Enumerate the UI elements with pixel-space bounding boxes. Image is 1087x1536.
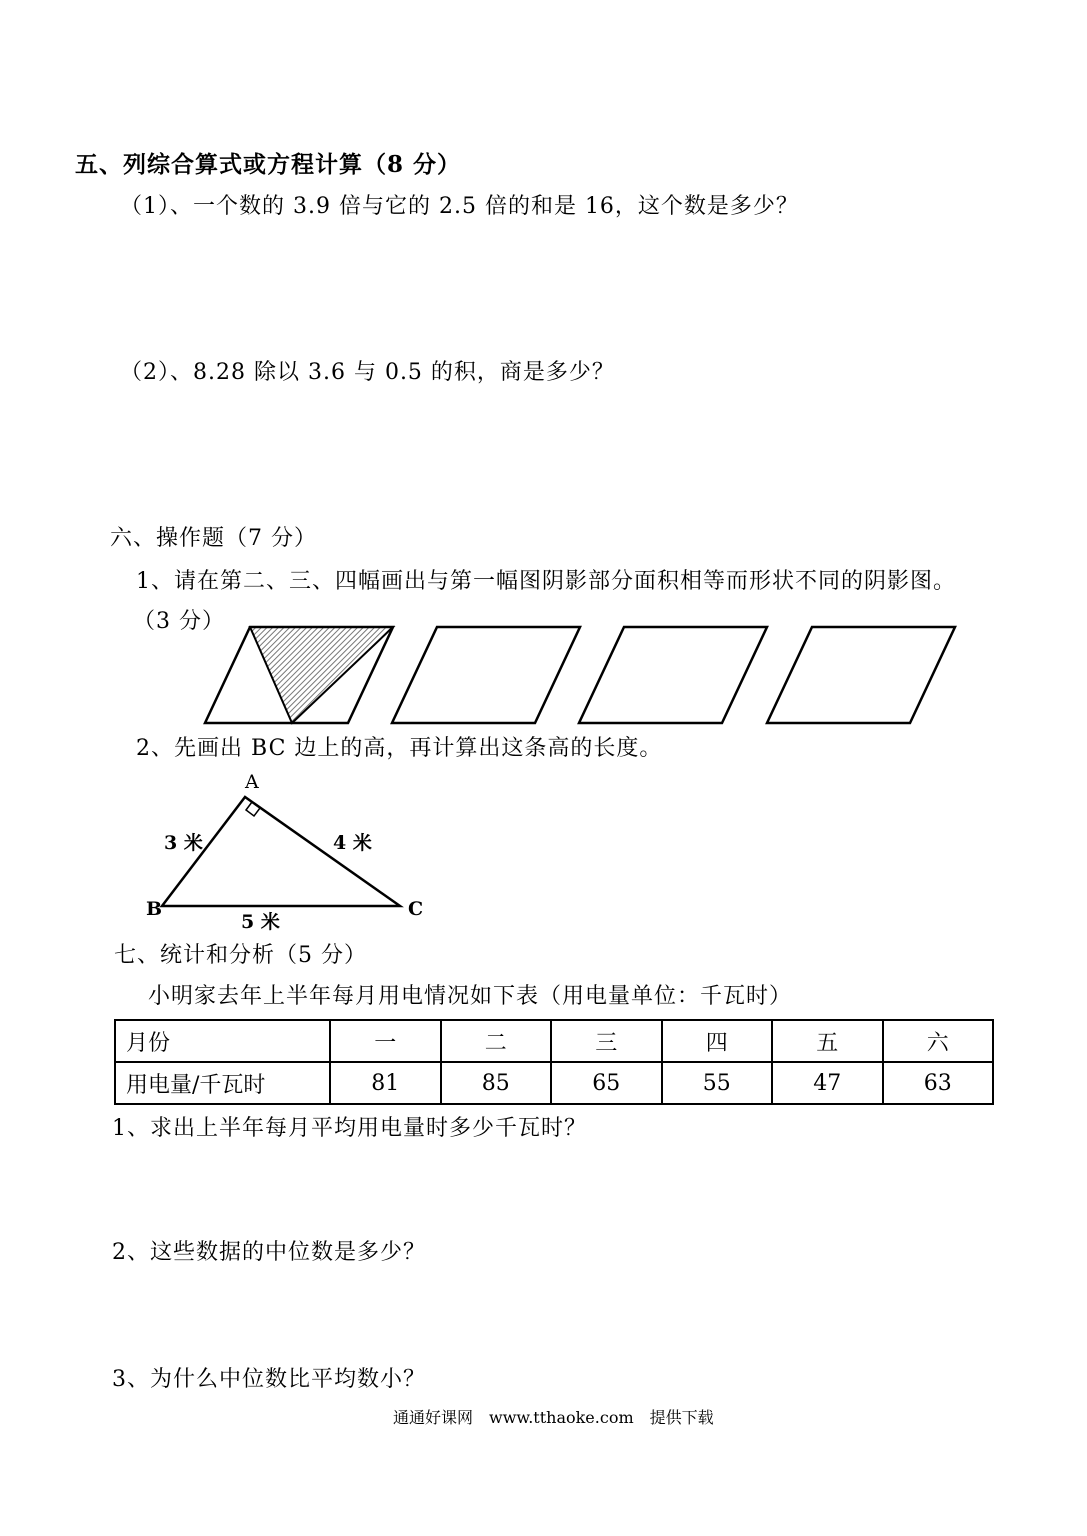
table-row-label: 月份: [115, 1020, 330, 1062]
table-cell-month: 一: [330, 1020, 441, 1062]
table-cell-value: 81: [330, 1062, 441, 1104]
section6-title: 六、操作题（7 分）: [110, 526, 317, 551]
vertex-b-label: B: [146, 898, 163, 920]
table-cell-value: 85: [441, 1062, 552, 1104]
section5-question-2: （2）、8.28 除以 3.6 与 0.5 的积，商是多少？: [120, 360, 615, 385]
side-bc-label: 5 米: [241, 911, 280, 933]
table-cell-value: 63: [883, 1062, 994, 1104]
section5-question-1: （1）、一个数的 3.9 倍与它的 2.5 倍的和是 16，这个数是多少？: [120, 194, 799, 219]
vertex-c-label: C: [408, 898, 424, 920]
table-cell-month: 六: [883, 1020, 994, 1062]
table-cell-month: 二: [441, 1020, 552, 1062]
table-cell-value: 55: [662, 1062, 773, 1104]
side-ab-label: 3 米: [164, 832, 203, 854]
table-cell-value: 47: [772, 1062, 883, 1104]
section6-question-1-points: （3 分）: [133, 609, 225, 634]
section7-title: 七、统计和分析（5 分）: [114, 943, 367, 968]
parallelogram-1-shaded: [205, 627, 393, 723]
table-cell-month: 四: [662, 1020, 773, 1062]
table-row-label: 用电量/千瓦时: [115, 1062, 330, 1104]
footer-credit: 通通好课网 www.tthaoke.com 提供下载: [393, 1408, 714, 1427]
parallelogram-4[interactable]: [767, 627, 955, 723]
table-row-months: [115, 1020, 993, 1062]
table-cell-value: 65: [551, 1062, 662, 1104]
section7-question-3: 3、为什么中位数比平均数小？: [112, 1367, 426, 1392]
table-cell-month: 三: [551, 1020, 662, 1062]
section7-intro: 小明家去年上半年每月用电情况如下表（用电量单位：千瓦时）: [148, 984, 793, 1009]
side-ac-label: 4 米: [333, 832, 372, 854]
parallelogram-2[interactable]: [392, 627, 580, 723]
table-cell-month: 五: [772, 1020, 883, 1062]
section6-question-2: 2、先画出 BC 边上的高，再计算出这条高的长度。: [136, 736, 663, 761]
section7-question-1: 1、求出上半年每月平均用电量时多少千瓦时？: [112, 1116, 587, 1141]
section5-title: 五、列综合算式或方程计算（8 分）: [75, 151, 462, 178]
electricity-usage-table: [114, 1019, 994, 1105]
section6-question-1: 1、请在第二、三、四幅画出与第一幅图阴影部分面积相等而形状不同的阴影图。: [136, 569, 956, 594]
section7-question-2: 2、这些数据的中位数是多少？: [112, 1240, 426, 1265]
table-row-usage: [115, 1062, 993, 1104]
vertex-a-label: A: [245, 771, 259, 793]
parallelogram-3[interactable]: [579, 627, 767, 723]
